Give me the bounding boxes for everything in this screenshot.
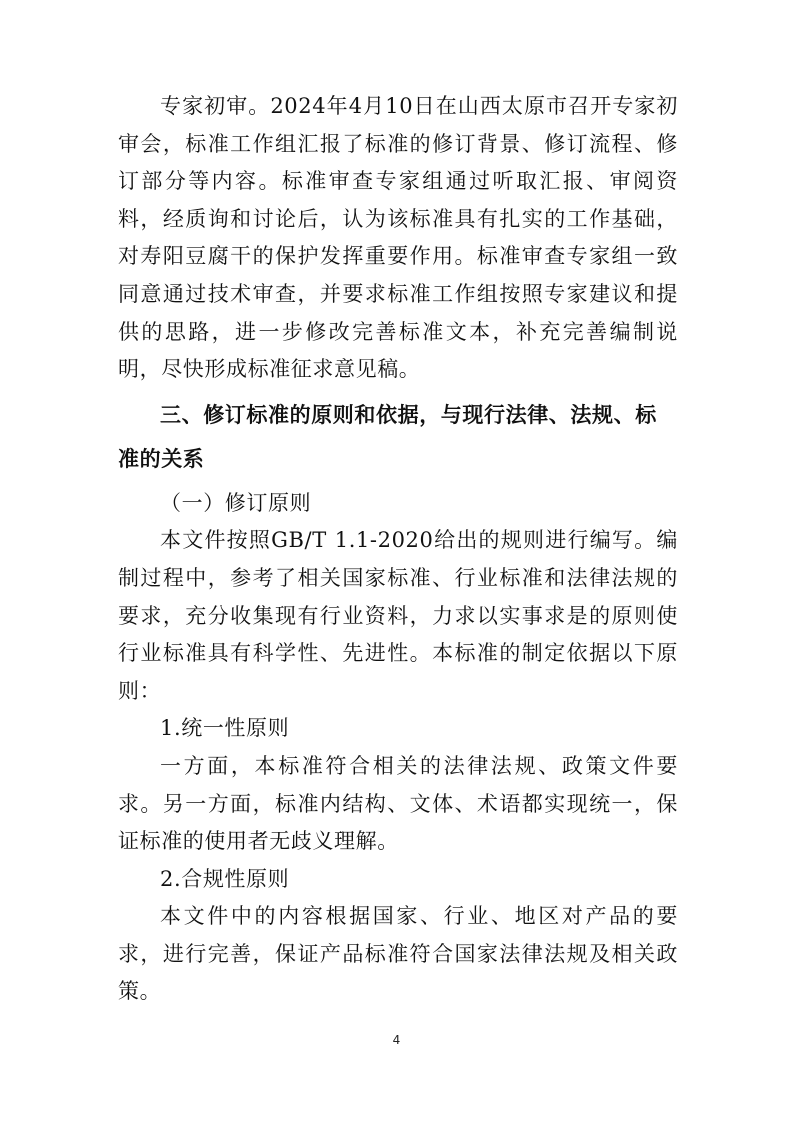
list-item-uniformity: 1.统一性原则 [160,716,290,741]
list-item-compliance: 2.合规性原则 [160,866,290,891]
page-number: 4 [392,1033,401,1047]
paragraph-uniformity: 一方面，本标准符合相关的法律法规、政策文件要求。另一方面，标准内结构、文体、术语都实现统一，保证标准的使用者无歧义理解。 [118,753,678,854]
paragraph-principles-intro: 本文件按照GB/T 1.1-2020给出的规则进行编写。编制过程中，参考了相关国家标准、行业标准和法律法规的要求，充分收集现有行业资料，力求以实事求是的原则使行业标准具有科学性、先进性。本标准的制定依据以下原则： [118,528,678,703]
paragraph-expert-review: 专家初审。2024年4月10日在山西太原市召开专家初审会，标准工作组汇报了标准的修订背景、修订流程、修订部分等内容。标准审查专家组通过听取汇报、审阅资料，经质询和讨论后，认为该标准具有扎实的工作基础，对寿阳豆腐干的保护发挥重要作用。标准审查专家组一致同意通过技术审查，并要求标准工作组按照专家建议和提供的思路，进一步修改完善标准文本，补充完善编制说明，尽快形成标准征求意见稿。 [118,94,678,382]
subsection-heading-principles: （一）修订原则 [160,490,312,515]
paragraph-compliance: 本文件中的内容根据国家、行业、地区对产品的要求，进行完善，保证产品标准符合国家法律法规及相关政策。 [118,904,678,1004]
section-heading-3: 三、修订标准的原则和依据，与现行法律、法规、标准的关系 [118,402,657,471]
document-body [118,88,678,1011]
